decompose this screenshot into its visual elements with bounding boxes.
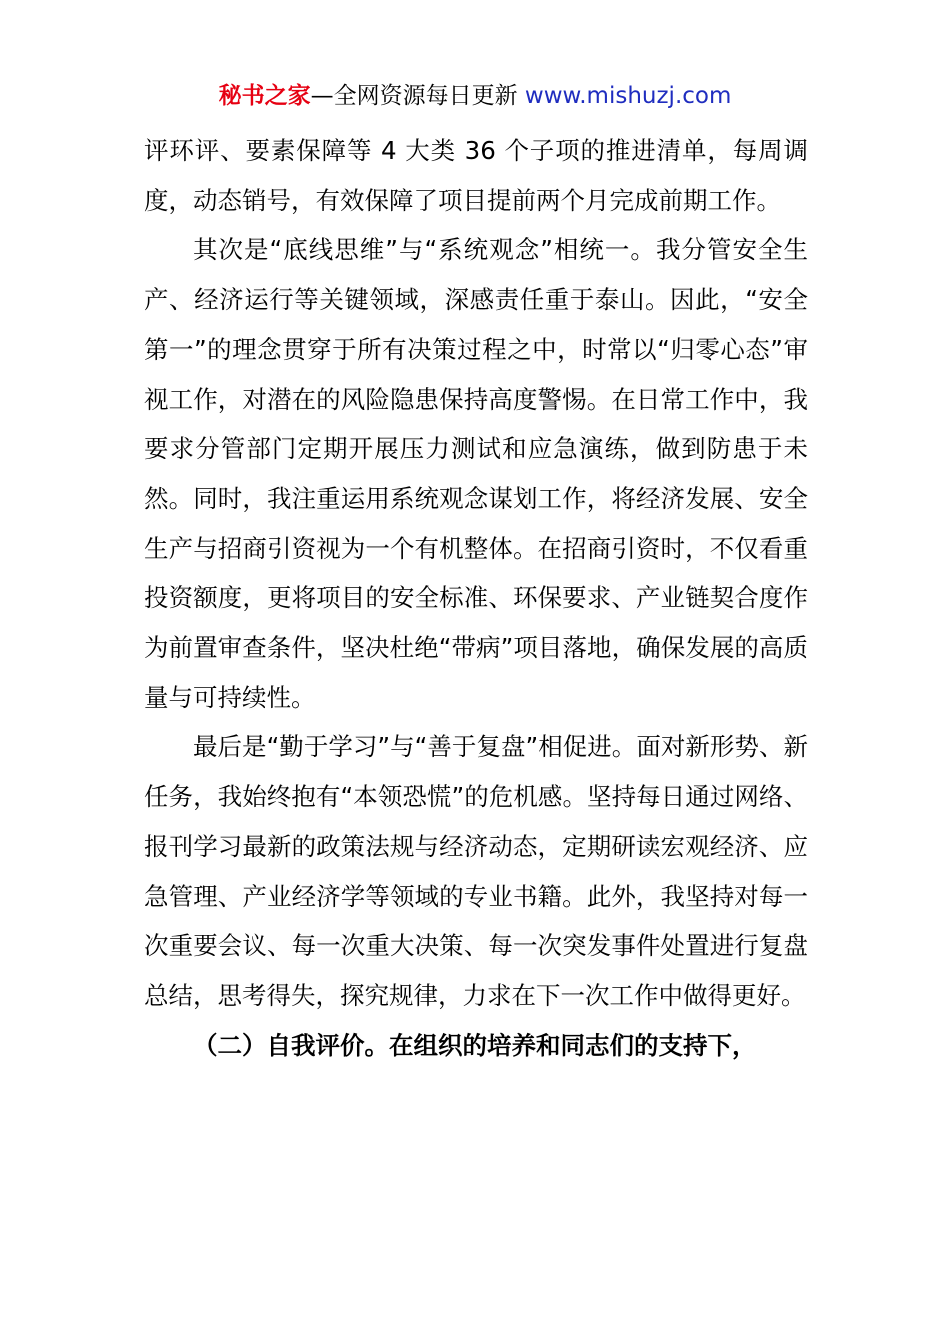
paragraph-continuation: 评环评、要素保障等 4 大类 36 个子项的推进清单，每周调度，动态销号，有效保障了项目提前两个月完成前期工作。 (144, 136, 808, 215)
site-tagline: —全网资源每日更新 (310, 83, 518, 109)
document-body (144, 126, 808, 1070)
site-url: www.mishuzj.com (524, 83, 732, 109)
section-heading-self-evaluation: （二）自我评价。在组织的培养和同志们的支持下， (193, 1030, 757, 1060)
site-brand: 秘书之家 (218, 83, 311, 109)
paragraph-learning-review: 最后是“勤于学习”与“善于复盘”相促进。面对新形势、新任务，我始终抱有“本领恐慌”的危机感。坚持每日通过网络、报刊学习最新的政策法规与经济动态，定期研读宏观经济、应急管理、产业经济学等领域的专业书籍。此外，我坚持对每一次重要会议、每一次重大决策、每一次突发事件处置进行复盘总结，思考得失，探究规律，力求在下一次工作中做得更好。 (144, 732, 808, 1010)
site-header (0, 80, 950, 112)
paragraph-bottom-line-thinking: 其次是“底线思维”与“系统观念”相统一。我分管安全生产、经济运行等关键领域，深感责任重于泰山。因此，“安全第一”的理念贯穿于所有决策过程之中，时常以“归零心态”审视工作，对潜在的风险隐患保持高度警惕。在日常工作中，我要求分管部门定期开展压力测试和应急演练，做到防患于未然。同时，我注重运用系统观念谋划工作，将经济发展、安全生产与招商引资视为一个有机整体。在招商引资时，不仅看重投资额度，更将项目的安全标准、环保要求、产业链契合度作为前置审查条件，坚决杜绝“带病”项目落地，确保发展的高质量与可持续性。 (144, 235, 808, 712)
